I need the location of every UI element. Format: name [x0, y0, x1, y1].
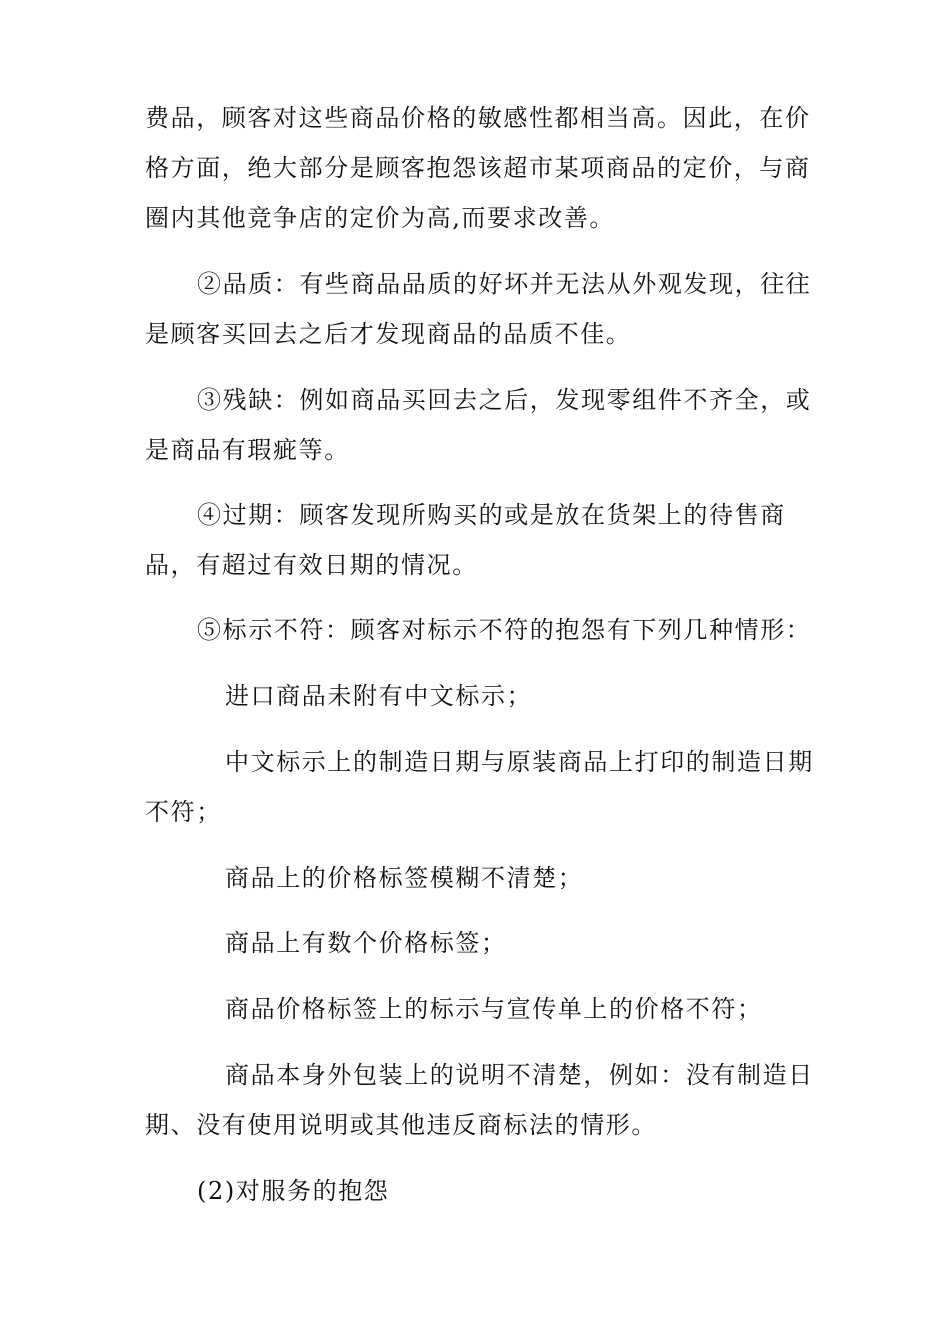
paragraph-label-mismatch: ⑤标示不符：顾客对标示不符的抱怨有下列几种情形：: [197, 616, 812, 644]
list-item-multiple-price-tags: 商品上有数个价格标签；: [225, 929, 507, 957]
paragraph-defect: ③残缺：例如商品买回去之后，发现零组件不齐全，或是商品有瑕疵等。: [145, 386, 812, 464]
list-item-packaging-unclear: 商品本身外包装上的说明不清楚，例如：没有制造日期、没有使用说明或其他违反商标法的情形。: [145, 1061, 814, 1139]
section-heading-service-complaint: (2)对服务的抱怨: [197, 1177, 390, 1205]
list-item-imported-label: 进口商品未附有中文标示；: [225, 682, 533, 710]
paragraph-price-complaint: 费品，顾客对这些商品价格的敏感性都相当高。因此，在价格方面，绝大部分是顾客抱怨该超市某项商品的定价，与商圈内其他竞争店的定价为高,而要求改善。: [145, 104, 811, 232]
paragraph-expired: ④过期：顾客发现所购买的或是放在货架上的待售商品，有超过有效日期的情况。: [145, 501, 786, 579]
paragraph-quality: ②品质：有些商品品质的好坏并无法从外观发现，往往是顾客买回去之后才发现商品的品质不佳。: [145, 270, 812, 348]
list-item-blurry-price-tag: 商品上的价格标签模糊不清楚；: [225, 864, 584, 892]
list-item-flyer-mismatch: 商品价格标签上的标示与宣传单上的价格不符；: [225, 995, 763, 1023]
list-item-manufacture-date: 中文标示上的制造日期与原装商品上打印的制造日期不符；: [145, 748, 814, 826]
